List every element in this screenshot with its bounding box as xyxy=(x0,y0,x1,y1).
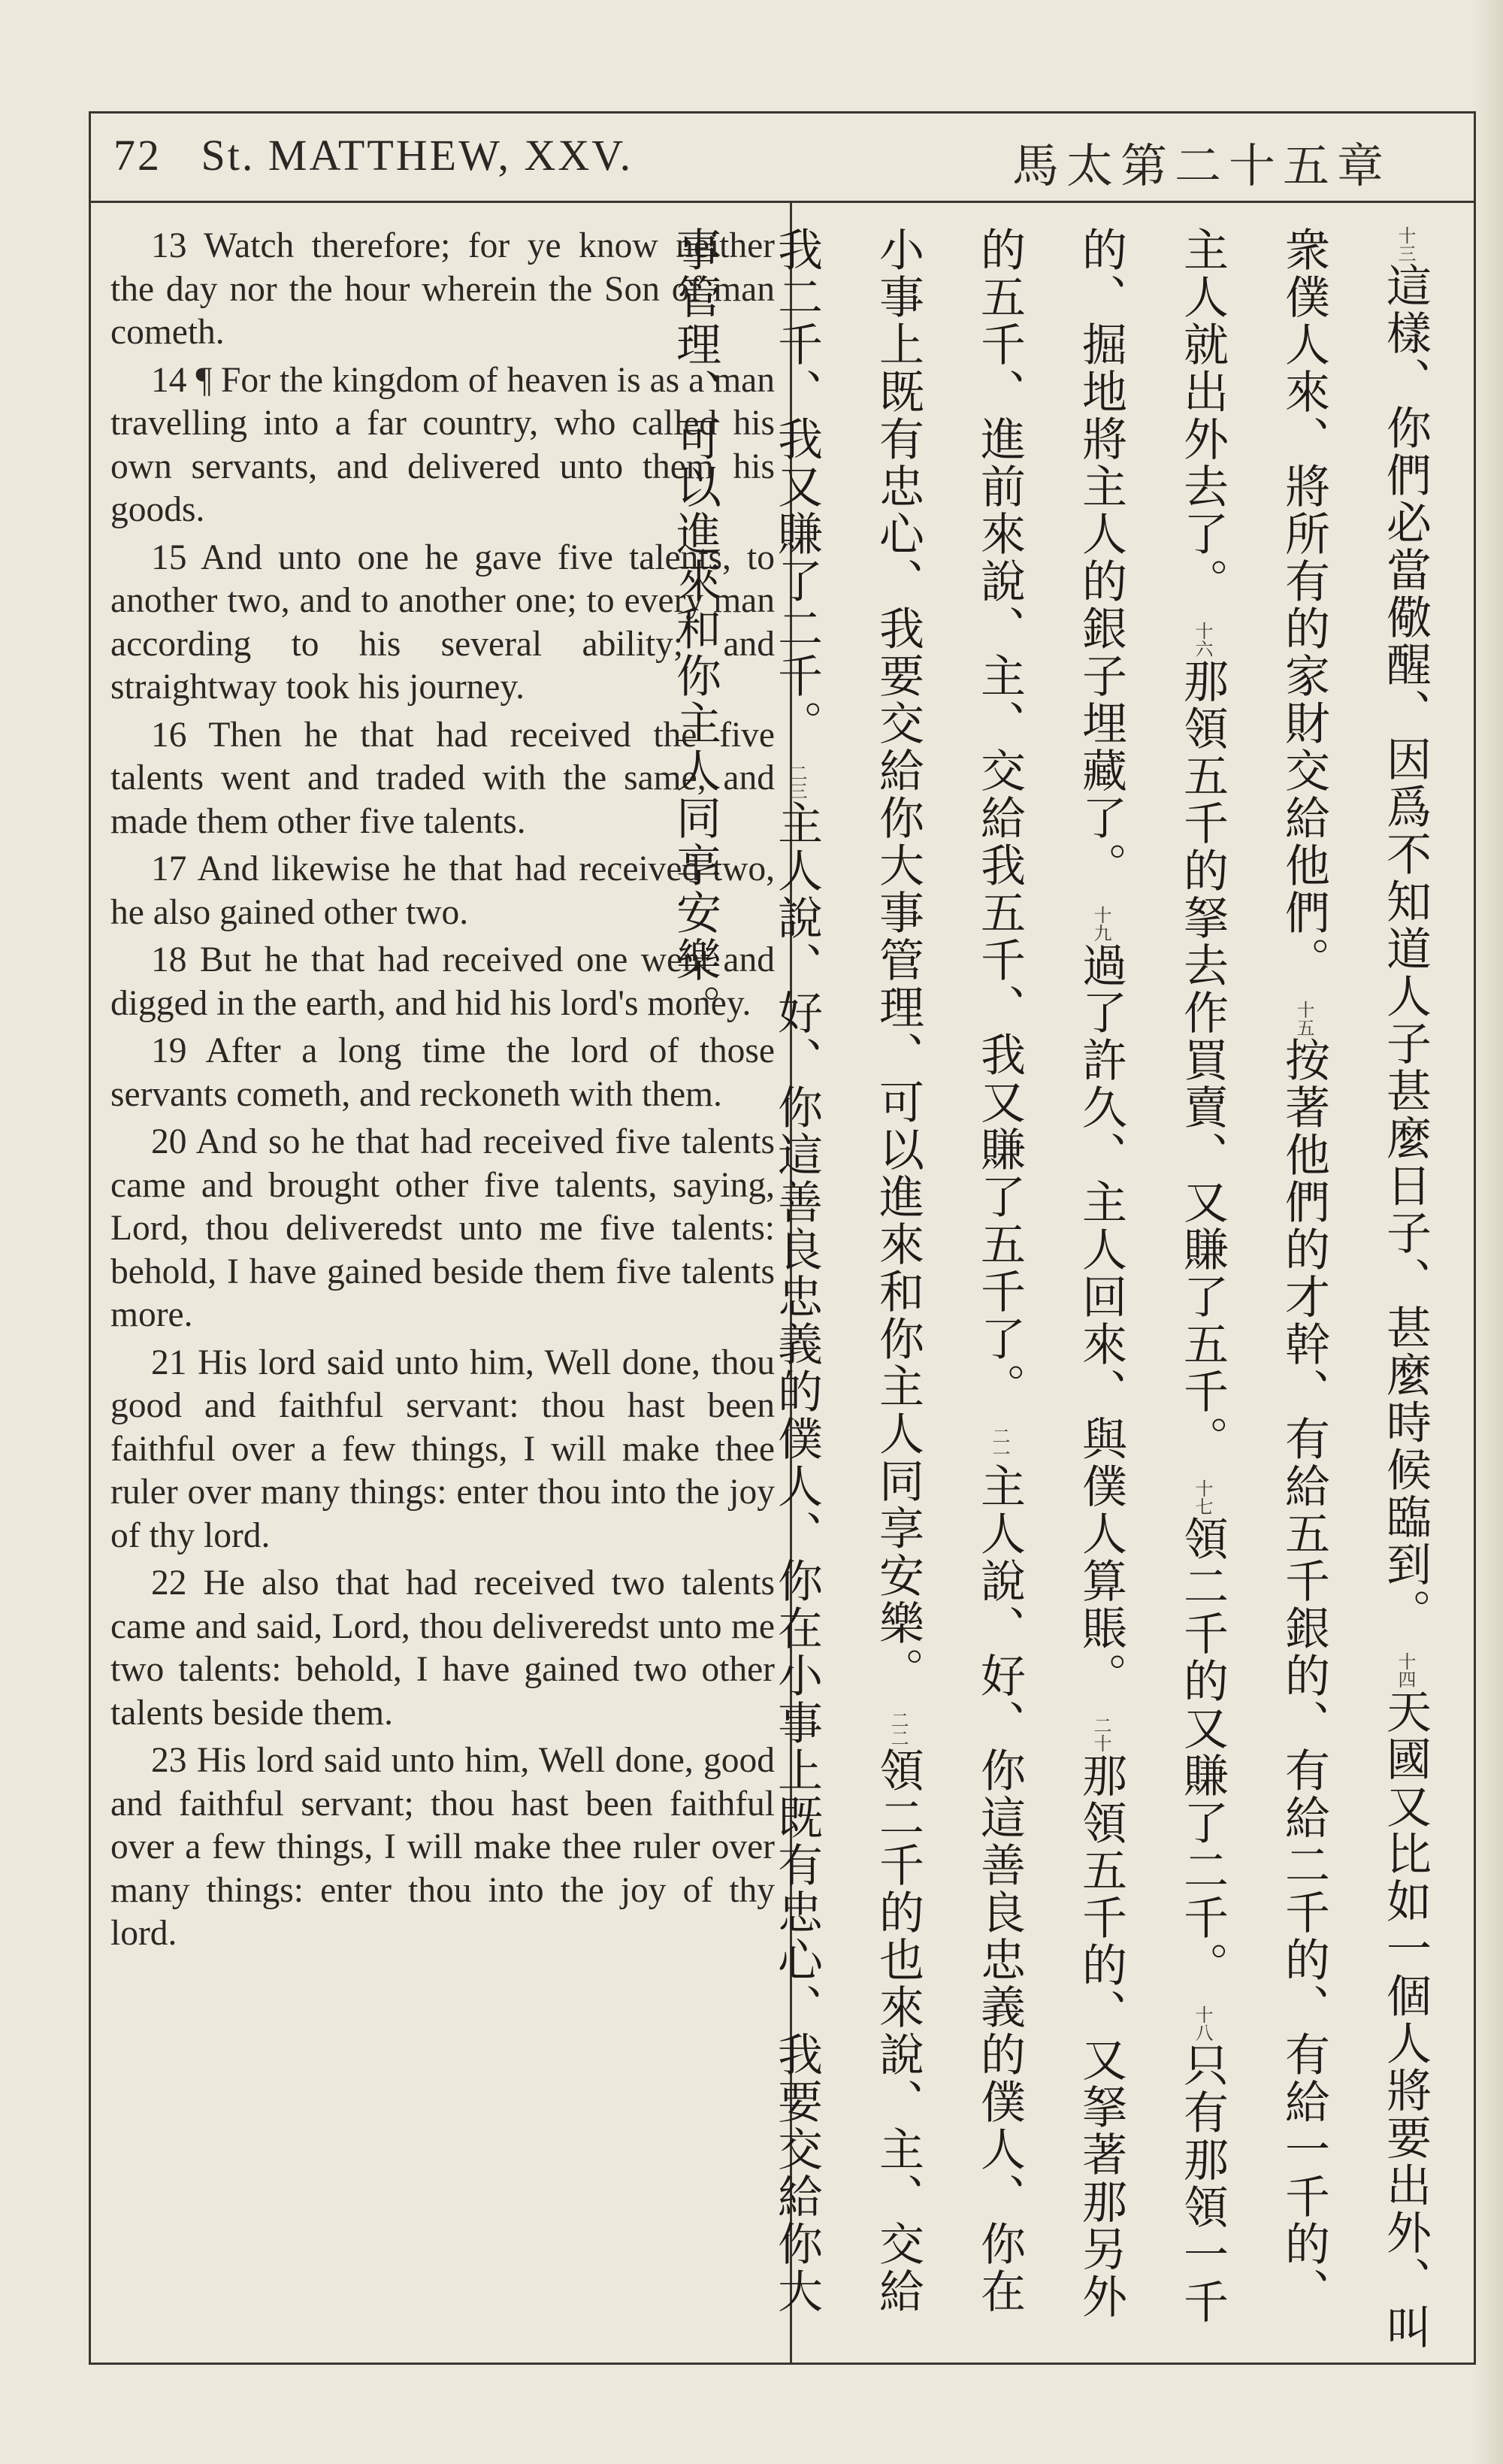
english-header xyxy=(113,130,633,180)
page-edge-shadow xyxy=(1473,0,1503,2464)
running-header xyxy=(91,114,1474,203)
chinese-verse: 十九過了許久、主人回來、與僕人算賬。 xyxy=(1075,906,1127,1700)
page-frame xyxy=(89,111,1476,2365)
chinese-verse: 二十那領五千的、又拏著那另外的五千、進前來說、主、交給我五千、我又賺了五千了。 xyxy=(973,226,1127,2321)
chinese-verse: 十五按著他們的才幹、有給五千銀的、有給二千的、有給一千的、主人就出外去了。 xyxy=(1176,226,1330,2316)
chinese-verse: 十四天國又比如一個人將要出外、叫衆僕人來、將所有的家財交給他們。 xyxy=(1278,226,1432,2352)
chinese-verse: 二三主人說、好、你這善良忠義的僕人、你在小事上既有忠心、我要交給你大事管理、可以進來和你主人同享安樂。 xyxy=(669,226,823,2316)
chinese-book-title: 馬太第二十五章 xyxy=(1012,138,1391,193)
verse: 13 Watch therefore; for ye know neither the day nor the hour wherein the Son of man cometh. xyxy=(110,226,775,352)
verse: 19 After a long time the lord of those servants cometh, and reckoneth with them. xyxy=(110,1031,775,1114)
verse: 18 But he that had received one went and digged in the earth, and hid his lord's money. xyxy=(110,940,775,1023)
verse: 14 ¶ For the kingdom of heaven is as a man travelling into a far country, who called his own servants, and delivered unto them his goods. xyxy=(110,360,775,529)
page-number: 72 xyxy=(113,131,162,180)
chinese-verse: 二二領二千的也來說、主、交給我二千、我又賺了二千。 xyxy=(770,226,924,2316)
verse: 21 His lord said unto him, Well done, thou good and faithful servant: thou hast been faithful over a few things, I will make thee ruler over many things: enter thou into the joy of thy lord. xyxy=(110,1342,775,1555)
chinese-verse: 二一主人說、好、你這善良忠義的僕人、你在小事上既有忠心、我要交給你大事管理、可以進來和你主人同享安樂。 xyxy=(872,226,1026,2316)
chinese-verse: 十七領二千的又賺了二千。 xyxy=(1176,1479,1229,1990)
verse: 23 His lord said unto him, Well done, good and faithful servant; thou hast been faithful over a few things, I will make thee ruler over many things: enter thou into the joy of thy lord. xyxy=(110,1741,776,1953)
chinese-verse: 十三這樣、你們必當儆醒、因爲不知道人子甚麼日子、甚麼時候臨到。 xyxy=(1379,226,1432,1636)
chinese-column xyxy=(669,226,1456,2354)
verse: 22 He also that had received two talents came and said, Lord, thou deliveredst unto me two talents: behold, I have gained two other talents beside them. xyxy=(110,1563,775,1733)
chinese-verse: 十六那領五千的拏去作買賣、又賺了五千。 xyxy=(1176,622,1229,1464)
verse: 15 And unto one he gave five talents, to another two, and to another one; to every man according to his several ability; and straightway took his journey. xyxy=(110,537,775,707)
verse: 16 Then he that had received the five talents went and traded with the same, and made them other five talents. xyxy=(110,715,775,841)
verse: 20 And so he that had received five talents came and brought other five talents, saying, Lord, thou deliveredst unto me five talents: behold, I have gained beside them five talents more. xyxy=(110,1122,775,1334)
chinese-verse: 十八只有那領一千的、掘地將主人的銀子埋藏了。 xyxy=(1075,226,1229,2326)
verse: 17 And likewise he that had received two, he also gained other two. xyxy=(110,849,775,932)
english-book-title: St. MATTHEW, XXV. xyxy=(201,131,634,180)
